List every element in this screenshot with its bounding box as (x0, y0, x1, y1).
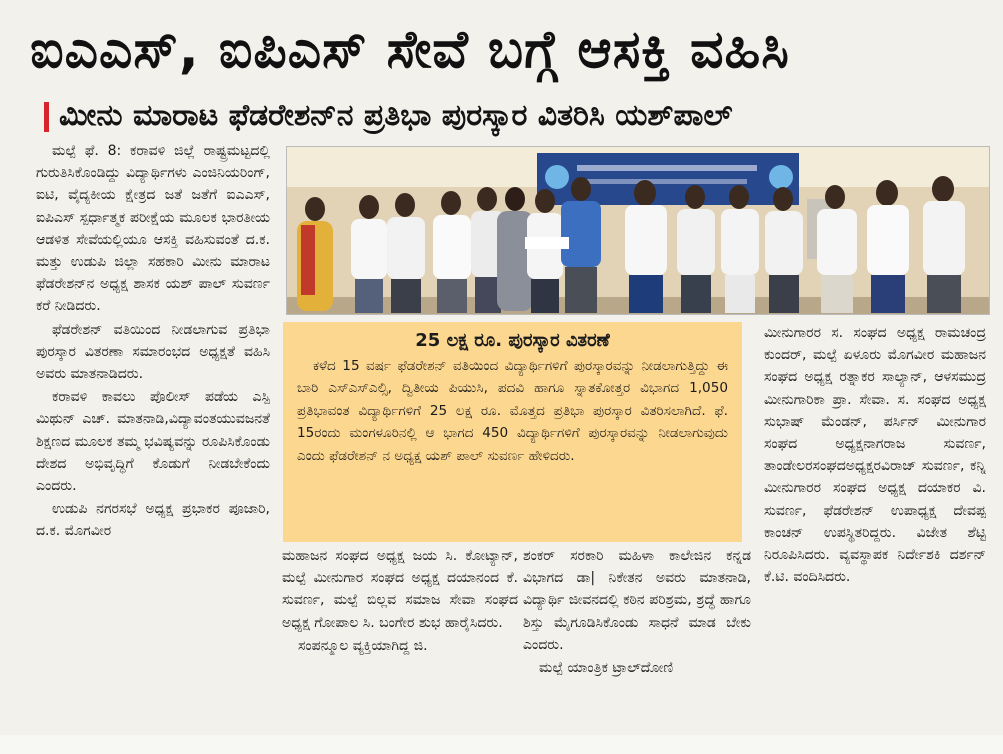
paragraph: ಮಲ್ಪೆ ಫೆ. 8: ಕರಾವಳಿ ಜಿಲ್ಲೆ ರಾಷ್ಟ್ರಮಟ್ಟದಲ್ಲಿ ಗುರುತಿಸಿಕೊಂಡಿದ್ದು ವಿದ್ಯಾರ್ಥಿಗಳು ಎಂಜಿನಿಯರಿಂಗ್, ಐಟಿ, ವೈದ್ಯಕೀಯ ಕ್ಷೇತ್ರದ ಜತೆ ಜತೆಗೆ ಐಎಎಸ್, ಐಪಿಎಸ್ ಸ್ಪರ್ಧಾತ್ಮಕ ಪರೀಕ್ಷೆಯ ಮೂಲಕ ಭಾರತೀಯ ಆಡಳಿತ ಸೇವೆಯಲ್ಲಿಯೂ ಆಸಕ್ತಿ ವಹಿಸುವಂತೆ ದ.ಕ. ಮತ್ತು ಉಡುಪಿ ಜಿಲ್ಲಾ ಸಹಕಾರಿ ಮೀನು ಮಾರಾಟ ಫೆಡರೇಶನ್‌ನ ಅಧ್ಯಕ್ಷ ಶಾಸಕ ಯಶ್ ಪಾಲ್ ಸುವರ್ಣ ಕರೆ ನೀಡಿದರು. (36, 143, 270, 315)
paragraph: ಕರಾವಳಿ ಕಾವಲು ಪೊಲೀಸ್ ಪಡೆಯ ಎಸ್ಪಿ ಮಿಥುನ್ ಎಚ್. ಮಾತನಾಡಿ,ವಿದ್ಯಾವಂತಯುವಜನತೆ ಶಿಕ್ಷಣದ ಮೂಲಕ ತಮ್ಮ ಭವಿಷ್ಯವನ್ನು ರೂಪಿಸಿಕೊಂಡು ದೇಶದ ಅಭಿವೃದ್ಧಿಗೆ ಕೊಡುಗೆ ನೀಡಬೇಕೆಂದು ಎಂದರು. (36, 389, 270, 495)
paragraph: ಉಡುಪಿ ನಗರಸಭೆ ಅಧ್ಯಕ್ಷ ಪ್ರಭಾಕರ ಪೂಜಾರಿ, ದ.ಕ. ಮೊಗವೀರ (36, 501, 270, 540)
subheadline-accent-bar (44, 102, 49, 132)
article-column-1 (36, 140, 270, 725)
event-photo (286, 146, 990, 315)
subheadline-text: ಮೀನು ಮಾರಾಟ ಫೆಡರೇಶನ್‌ನ ಪ್ರತಿಭಾ ಪುರಸ್ಕಾರ ವಿತರಿಸಿ ಯಶ್‌ಪಾಲ್ (59, 98, 733, 133)
paragraph: ಮೀನುಗಾರರ ಸ. ಸಂಘದ ಅಧ್ಯಕ್ಷ ರಾಮಚಂದ್ರ ಕುಂದರ್, ಮಲ್ಪೆ ಏಳೂರು ಮೊಗವೀರ ಮಹಾಜನ ಸಂಘದ ಅಧ್ಯಕ್ಷ ರತ್ನಾಕರ ಸಾಲ್ಯಾನ್, ಆಳಸಮುದ್ರ ಮೀನುಗಾರಿಕಾ ಪ್ರಾ. ಸೇವಾ. ಸ. ಸಂಘದ ಅಧ್ಯಕ್ಷ ಸುಭಾಷ್ ಮೆಂಡನ್, ಪರ್ಸಿನ್ ಮೀನುಗಾರ ಸಂಘದ ಅಧ್ಯಕ್ಷನಾಗರಾಜ ಸುವರ್ಣ, ತಾಂಡೇಲರಸಂಘದಅಧ್ಯಕ್ಷರವಿರಾಜ್ ಸುವರ್ಣ, ಕನ್ನಿ ಮೀನುಗಾರರ ಸಂಘದ ಅಧ್ಯಕ್ಷ ದಯಾಕರ ವಿ. ಸುವರ್ಣ, ಫೆಡರೇಶನ್ ಉಪಾಧ್ಯಕ್ಷ ದೇವಪ್ಪ ಕಾಂಚನ್ ಉಪಸ್ಥಿತರಿದ್ದರು. ವಿಜೇತ ಶೆಟ್ಟಿ ನಿರೂಪಿಸಿದರು. ವ್ಯವಸ್ಥಾಪಕ ನಿರ್ದೇಶಕಿ ದರ್ಶನ್ ಕೆ.ಟಿ. ವಂದಿಸಿದರು. (764, 325, 986, 586)
headline: ಐಎಎಸ್, ಐಪಿಎಸ್ ಸೇವೆ ಬಗ್ಗೆ ಆಸಕ್ತಿ ವಹಿಸಿ (30, 20, 790, 80)
page-bottom-edge (0, 735, 1003, 754)
paragraph: ಫೆಡರೇಶನ್ ವತಿಯಿಂದ ನೀಡಲಾಗುವ ಪ್ರತಿಭಾ ಪುರಸ್ಕಾರ ವಿತರಣಾ ಸಮಾರಂಭದ ಅಧ್ಯಕ್ಷತೆ ವಹಿಸಿ ಅವರು ಮಾತನಾಡಿದರು. (36, 321, 270, 383)
article-column-4 (764, 322, 986, 722)
article-column-3 (523, 545, 751, 725)
article-column-2 (282, 545, 518, 725)
paragraph: ಮಲ್ಪೆ ಯಾಂತ್ರಿಕ ಟ್ರಾಲ್‌ದೋಣಿ (539, 660, 674, 677)
highlight-box-title: 25 ಲಕ್ಷ ರೂ. ಪುರಸ್ಕಾರ ವಿತರಣೆ (415, 330, 610, 351)
paragraph: ಶಂಕರ್ ಸರಕಾರಿ ಮಹಿಳಾ ಕಾಲೇಜಿನ ಕನ್ನಡ ವಿಭಾಗದ ಡಾ| ನಿಕೇತನ ಅವರು ಮಾತನಾಡಿ, ವಿದ್ಯಾರ್ಥಿ ಜೀವನದಲ್ಲಿ ಕಠಿನ ಪರಿಶ್ರಮ, ಶ್ರದ್ಧೆ ಹಾಗೂ ಶಿಸ್ತು ಮೈಗೂಡಿಸಿಕೊಂಡು ಸಾಧನೆ ಮಾಡ ಬೇಕು ಎಂದರು. (523, 548, 751, 653)
paragraph: ಮಹಾಜನ ಸಂಘದ ಅಧ್ಯಕ್ಷ ಜಯ ಸಿ. ಕೋಟ್ಯಾನ್, ಮಲ್ಪೆ ಮೀನುಗಾರ ಸಂಘದ ಅಧ್ಯಕ್ಷ ದಯಾನಂದ ಕೆ. ಸುವರ್ಣ, ಮಲ್ಪೆ ಬಿಲ್ಲವ ಸಮಾಜ ಸೇವಾ ಸಂಘದ ಅಧ್ಯಕ್ಷ ಗೋಪಾಲ ಸಿ. ಬಂಗೇರ ಶುಭ ಹಾರೈಸಿದರು. (282, 548, 518, 631)
highlight-box (283, 322, 742, 542)
paragraph: ಸಂಪನ್ಮೂಲ ವ್ಯಕ್ತಿಯಾಗಿದ್ದ ಜಿ. (298, 637, 428, 654)
subheadline (44, 92, 984, 140)
highlight-box-body: ಕಳೆದ 15 ವರ್ಷ ಫೆಡರೇಶನ್ ವತಿಯಿಂದ ವಿದ್ಯಾರ್ಥಿಗಳಿಗೆ ಪುರಸ್ಕಾರವನ್ನು ನೀಡಲಾಗುತ್ತಿದ್ದು ಈ ಬಾರಿ ಎಸ್ಎಸ್ಎಲ್ಸಿ, ದ್ವಿತೀಯ ಪಿಯುಸಿ, ಪದವಿ ಹಾಗೂ ಸ್ನಾತಕೋತ್ತರ ವಿಭಾಗದ 1,050 ಪ್ರತಿಭಾವಂತ ವಿದ್ಯಾರ್ಥಿಗಳಿಗೆ 25 ಲಕ್ಷ ರೂ. ಮೊತ್ತದ ಪ್ರತಿಭಾ ಪುರಸ್ಕಾರ ವಿತರಿಸಲಾಗಿದೆ. ಫೆ. 15ರಂದು ಮಂಗಳೂರಿನಲ್ಲಿ ಆ ಭಾಗದ 450 ವಿದ್ಯಾರ್ಥಿಗಳಿಗೆ ಪುರಸ್ಕಾರವನ್ನು ನೀಡಲಾಗುವುದು ಎಂದು ಫೆಡರೇಶನ್ ನ ಅಧ್ಯಕ್ಷ ಯಶ್ ಪಾಲ್ ಸುವರ್ಣ ಹೇಳಿದರು. (297, 358, 728, 464)
